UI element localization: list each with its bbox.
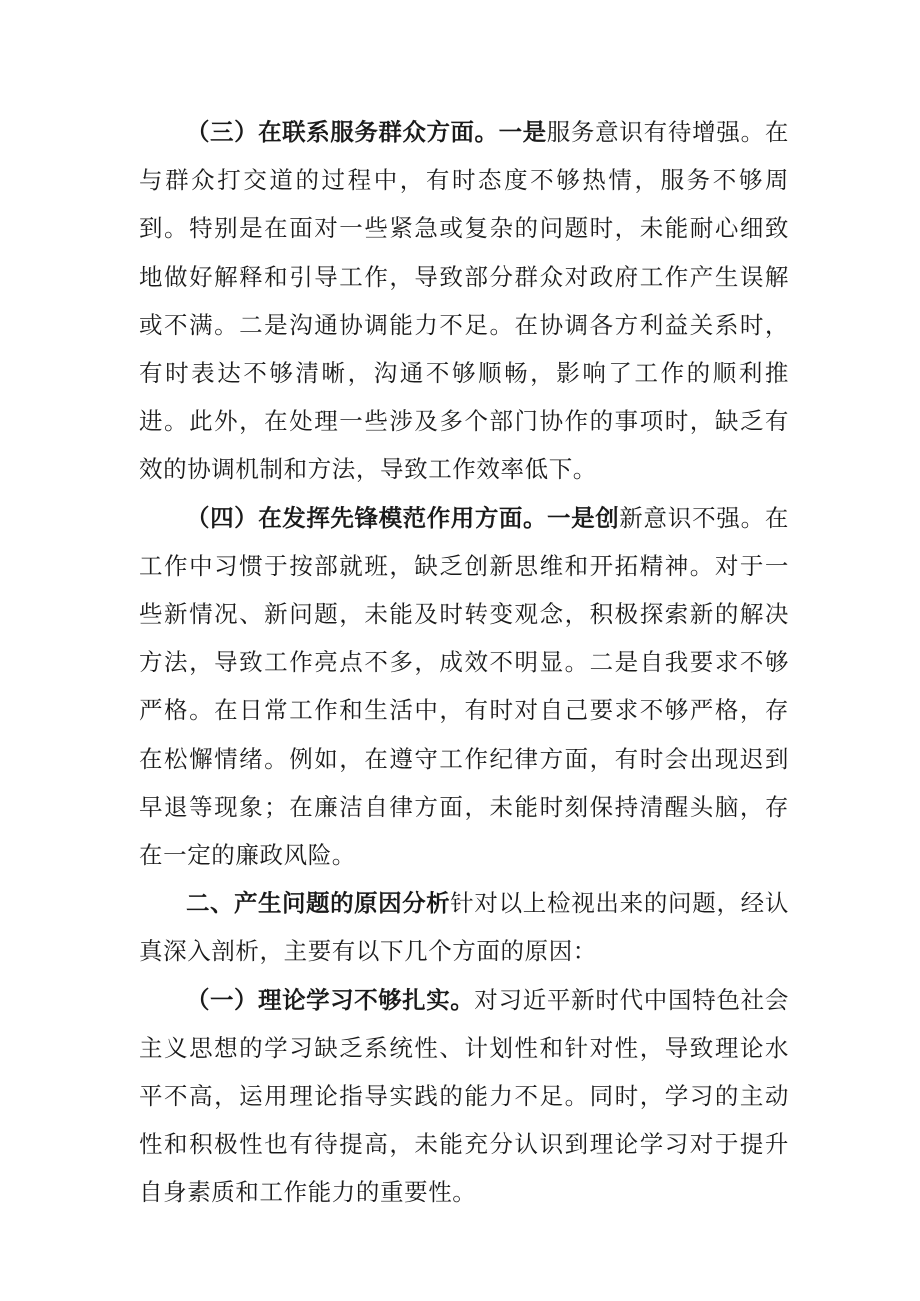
paragraph-heading: （三）在联系服务群众方面。一是 bbox=[186, 118, 547, 146]
section-heading: 二、产生问题的原因分析 bbox=[186, 889, 451, 918]
paragraph-text: 对习近平新时代中国特色社会主义思想的学习缺乏系统性、计划性和针对性，导致理论水平不高，运用理论指导实践的能力不足。同时，学习的主动性和积极性也有待提高，未能充分认识到理论学习对于提升自身素质和工作能力的重要性。 bbox=[139, 985, 789, 1207]
paragraph-text: 新意识不强。在工作中习惯于按部就班，缺乏创新思维和开拓精神。对于一些新情况、新问题，未能及时转变观念，积极探索新的解决方法，导致工作亮点不多，成效不明显。二是自我要求不够严格。在日常工作和生活中，有时对自己要求不够严格，存在松懈情绪。例如，在遵守工作纪律方面，有时会出现迟到早退等现象；在廉洁自律方面，未能时刻保持清醒头脑，存在一定的廉政风险。 bbox=[139, 503, 790, 870]
document-body bbox=[139, 108, 789, 1217]
paragraph-vanguard-role bbox=[139, 494, 789, 880]
paragraph-text: 服务意识有待增强。在与群众打交道的过程中，有时态度不够热情，服务不够周到。特别是在面对一些紧急或复杂的问题时，未能耐心细致地做好解释和引导工作，导致部分群众对政府工作产生误解或不满。二是沟通协调能力不足。在协调各方利益关系时，有时表达不够清晰，沟通不够顺畅，影响了工作的顺利推进。此外，在处理一些涉及多个部门协作的事项时，缺乏有效的协调机制和方法，导致工作效率低下。 bbox=[139, 118, 789, 484]
paragraph-theory-study bbox=[139, 976, 789, 1217]
paragraph-heading: （四）在发挥先锋模范作用方面。一是创 bbox=[186, 503, 620, 532]
paragraph-text: 针对以上检视出来的问题，经认真深入剖析，主要有以下几个方面的原因： bbox=[139, 889, 789, 966]
paragraph-cause-analysis bbox=[139, 879, 789, 975]
paragraph-service-masses bbox=[139, 108, 789, 494]
paragraph-heading: （一）理论学习不够扎实。 bbox=[186, 985, 475, 1014]
